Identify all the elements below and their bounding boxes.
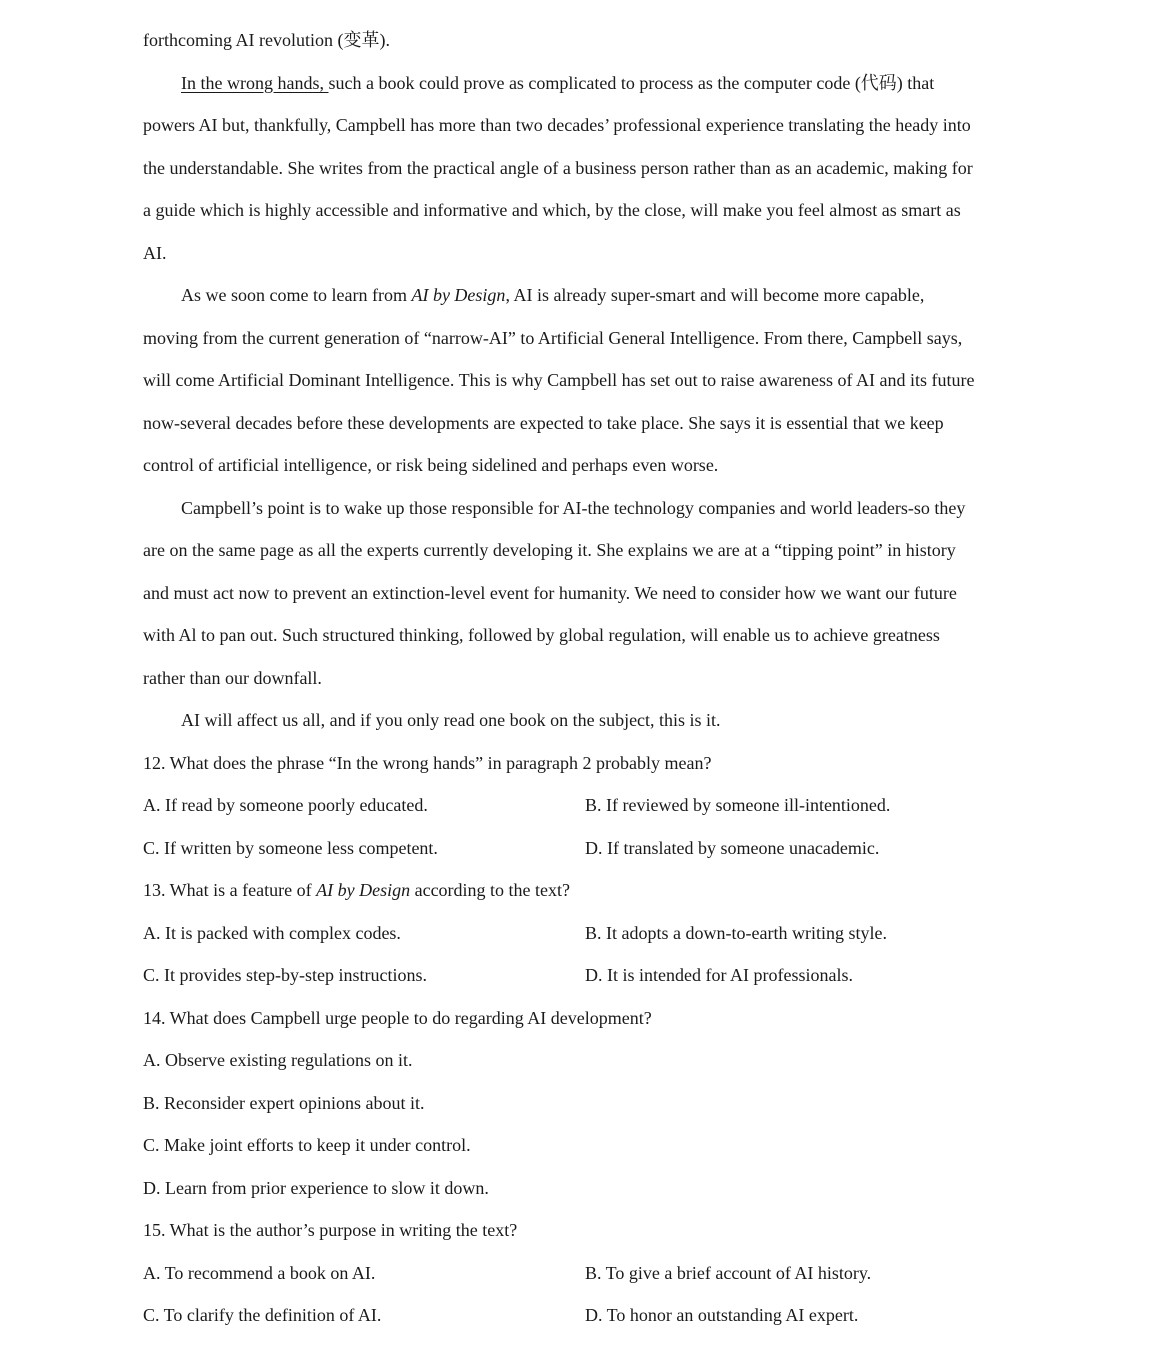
option-a: A. It is packed with complex codes. xyxy=(143,922,401,943)
option-d: D. To honor an outstanding AI expert. xyxy=(585,1305,859,1325)
option-c: C. To clarify the definition of AI. xyxy=(143,1305,382,1325)
paragraph-line: will come Artificial Dominant Intelligence. This is why Campbell has set out to raise awareness of AI and its future xyxy=(143,370,975,390)
option-row xyxy=(143,1294,1033,1337)
paragraph-line: control of artificial intelligence, or risk being sidelined and perhaps even worse. xyxy=(143,455,719,475)
paragraph-line: AI will affect us all, and if you only read one book on the subject, this is it. xyxy=(181,710,721,730)
option-row xyxy=(143,784,1033,827)
paragraph-line: with Al to pan out. Such structured thinking, followed by global regulation, will enable us to achieve greatness xyxy=(143,625,940,645)
paragraph-line: Campbell’s point is to wake up those responsible for AI-the technology companies and world leaders-so they xyxy=(181,497,966,518)
question-text: according to the text? xyxy=(410,880,571,900)
paragraph-line: AI. xyxy=(143,242,167,263)
option-row xyxy=(143,912,1033,955)
paragraph-text: such a book could prove as complicated to process as the computer code (代码) that xyxy=(328,72,935,93)
paragraph-line: rather than our downfall. xyxy=(143,667,322,688)
question-stem xyxy=(143,869,1033,912)
paragraph-line: powers AI but, thankfully, Campbell has more than two decades’ professional experience translating the heady into xyxy=(143,115,971,135)
question-stem: 15. What is the author’s purpose in writing the text? xyxy=(143,1220,518,1240)
option-row xyxy=(143,954,1033,997)
question-text: 13. What is a feature of xyxy=(143,880,317,900)
paragraph-line: are on the same page as all the experts currently developing it. She explains we are at a “tipping point” in history xyxy=(143,540,956,560)
paragraph-line: and must act now to prevent an extinction-level event for humanity. We need to consider how we want our future xyxy=(143,582,957,603)
question-stem: 12. What does the phrase “In the wrong hands” in paragraph 2 probably mean? xyxy=(143,752,712,773)
book-title: AI by Design xyxy=(411,285,506,305)
paragraph-line: now-several decades before these developments are expected to take place. She says it is essential that we keep xyxy=(143,412,944,433)
option-row xyxy=(143,1252,1033,1295)
option-d: D. Learn from prior experience to slow it down. xyxy=(143,1177,489,1198)
paragraph-line xyxy=(143,62,1033,105)
paragraph-line: forthcoming AI revolution (变革). xyxy=(143,30,390,50)
option-c: C. It provides step-by-step instructions. xyxy=(143,965,427,985)
option-c: C. If written by someone less competent. xyxy=(143,837,438,858)
book-title: AI by Design xyxy=(316,880,411,900)
question-stem: 14. What does Campbell urge people to do regarding AI development? xyxy=(143,1007,652,1028)
paragraph-text: , AI is already super-smart and will become more capable, xyxy=(505,285,925,305)
option-b: B. Reconsider expert opinions about it. xyxy=(143,1092,425,1113)
paragraph-line: a guide which is highly accessible and informative and which, by the close, will make you feel almost as smart as xyxy=(143,200,961,220)
option-a: A. To recommend a book on AI. xyxy=(143,1262,376,1283)
option-d: D. It is intended for AI professionals. xyxy=(585,965,853,985)
option-b: B. It adopts a down-to-earth writing style. xyxy=(585,922,887,943)
option-b: B. To give a brief account of AI history. xyxy=(585,1262,872,1283)
underlined-phrase: In the wrong hands, xyxy=(181,72,329,93)
option-c: C. Make joint efforts to keep it under control. xyxy=(143,1135,471,1155)
option-a: A. Observe existing regulations on it. xyxy=(143,1050,413,1070)
option-a: A. If read by someone poorly educated. xyxy=(143,795,428,815)
paragraph-text: As we soon come to learn from xyxy=(181,285,412,305)
paragraph-line: the understandable. She writes from the practical angle of a business person rather than as an academic, making for xyxy=(143,157,973,178)
option-d: D. If translated by someone unacademic. xyxy=(585,837,880,858)
paragraph-line xyxy=(143,274,1033,317)
document-page xyxy=(143,19,1033,1337)
option-b: B. If reviewed by someone ill-intentioned. xyxy=(585,795,891,815)
paragraph-line: moving from the current generation of “narrow-AI” to Artificial General Intelligence. From there, Campbell says, xyxy=(143,327,963,348)
option-row xyxy=(143,827,1033,870)
